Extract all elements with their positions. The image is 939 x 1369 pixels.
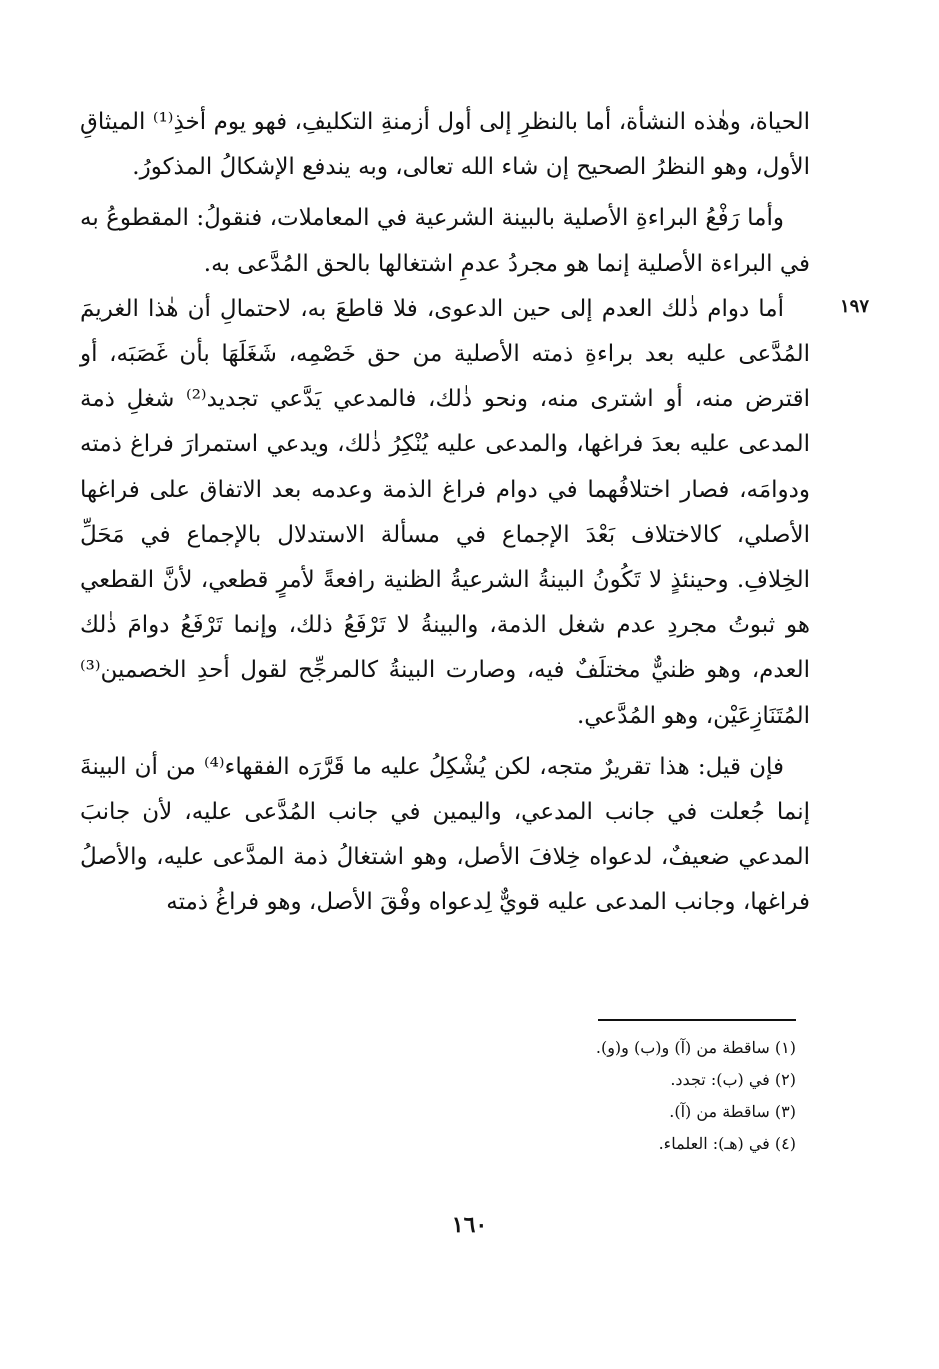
paragraph-3: أما دوام ذٰلك العدم إلى حين الدعوى، فلا قاطعَ به، لاحتمالِ أن هٰذا الغريمَ المُدَّعى عليه بعد براءةِ ذمته الأصلية من حق خَصْمِه، شَغَلَهَا بأن غَصَبَه، أو اقترض منه، أو اشترى منه، ونحو ذٰلك، فالمدعي يَدَّعي تجديد⁽²⁾ شغلِ ذمة المدعى عليه بعدَ فراغها، والمدعى عليه يُنْكِرُ ذٰلك، ويدعي استمرارَ فراغ ذمته ودوامَه، فصار اختلافُهما في دوام فراغ الذمة وعدمه بعد الاتفاق على فراغها الأصلي، كالاختلاف بَعْدَ الإجماع في مسألة الاستدلال بالإجماع في مَحَلِّ الخِلافِ. وحينئذٍ لا تَكُونُ البينةُ الشرعيةُ الظنية رافعةً لأمرٍ قطعي، لأنَّ القطعي هو ثبوتُ مجردِ عدم شغل الذمة، والبينةُ لا تَرْفَعُ ذلك، وإنما تَرْفَعُ دوامَ ذٰلك العدم، وهو ظنيٌّ مختلَفٌ فيه، وصارت البينةُ كالمرجِّح لقول أحدِ الخصمين⁽³⁾ المُتَنَازِعَيْن، وهو المُدَّعي. [80,295,811,729]
paragraph-4: فإن قيل: هذا تقريرٌ متجه، لكن يُشْكِلُ عليه ما قَرَّرَه الفقهاء⁽⁴⁾ من أن البينةَ إنما جُعلت في جانب المدعي، واليمين في جانب المُدَّعى عليه، لأن جانبَ المدعي ضعيفٌ، لدعواه خِلافَ الأصل، وهو اشتغالُ ذمة المدَّعى عليه، والأصلُ فراغها، وجانب المدعى عليه قويٌّ لِدعواه وفْقَ الأصل، وهو فراغُ ذمته [80,753,810,916]
footnote-1: (١) ساقطة من (آ) و(ب) و(و). [595,1038,796,1057]
paragraph-1: الحياة، وهٰذه النشأة، أما بالنظرِ إلى أول أزمنةِ التكليفِ، فهو يوم أخذِ⁽¹⁾ الميثاقِ الأول، وهو النظرُ الصحيح إن شاء الله تعالى، وبه يندفع الإشكالُ المذكورُ. [80,109,810,181]
footnote-3: (٣) ساقطة من (آ). [669,1102,796,1121]
main-text [80,100,810,926]
paragraph-2: وأما رَفْعُ البراءةِ الأصلية بالبينة الشرعية في المعاملات، فنقولُ: المقطوعُ به في البراءة الأصلية إنما هو مجردُ عدمِ اشتغالها بالحق المُدَّعى به. [80,205,810,277]
margin-reference-number: ١٩٧ [839,296,869,317]
footnote-separator [598,1019,796,1021]
footnotes [380,1032,796,1160]
page-number: ١٦٠ [451,1212,488,1238]
footnote-2: (٢) في (ب): تجدد. [670,1070,796,1089]
footnote-4: (٤) في (هـ): العلماء. [658,1134,796,1153]
